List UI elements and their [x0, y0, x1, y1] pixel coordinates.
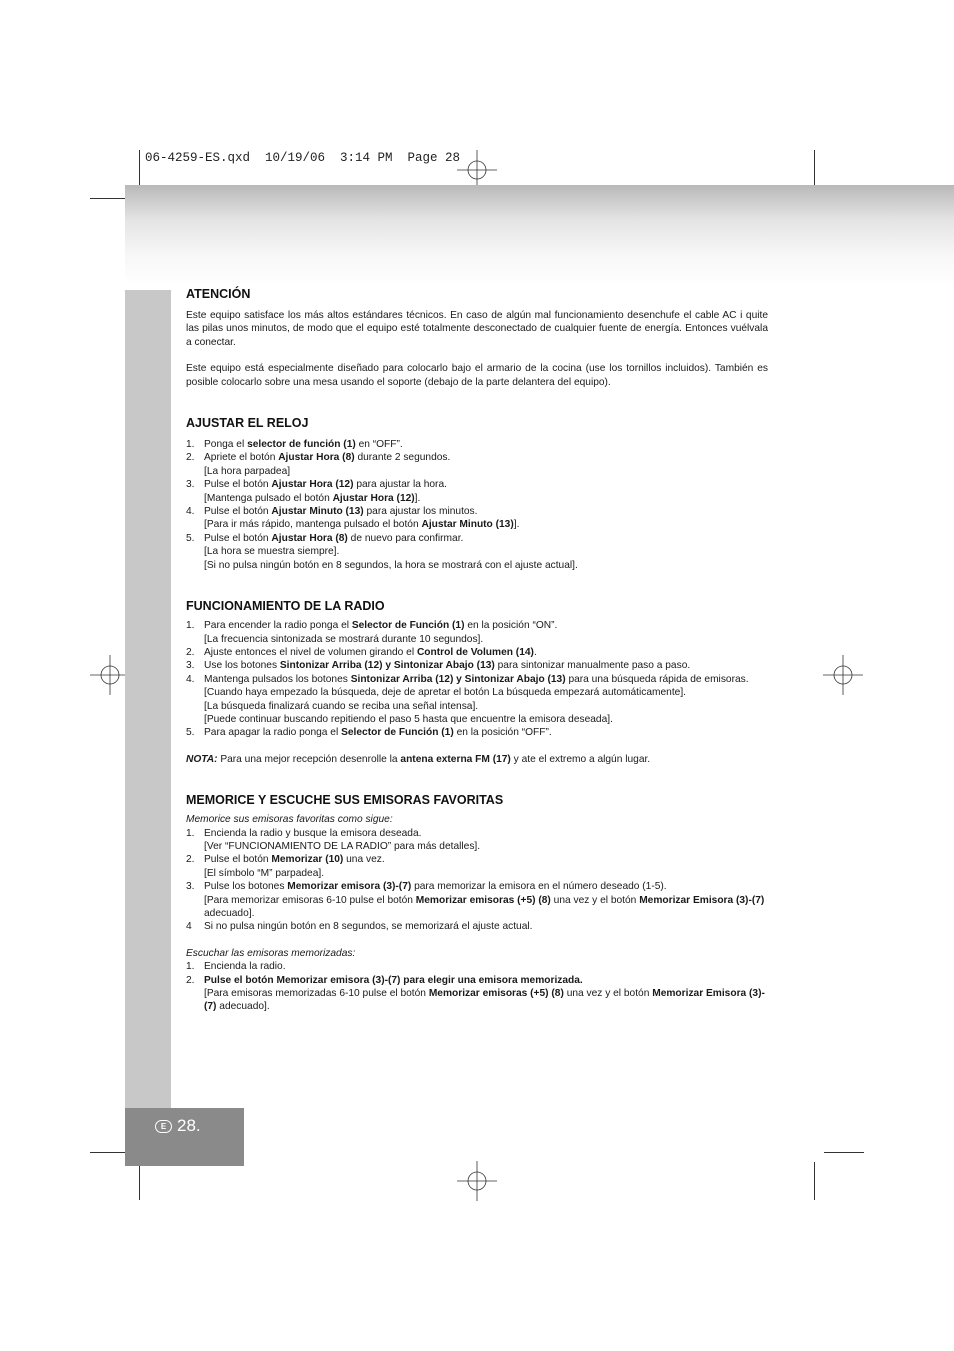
list-item: 4. Pulse el botón Ajustar Minuto (13) para ajustar los minutos. [Para ir más rápido, mantenga pulsado el botón Ajustar Minuto (13)].	[186, 506, 520, 531]
page-content	[186, 286, 768, 1014]
list-item: 2. Ajuste entonces el nivel de volumen girando el Control de Volumen (14).	[186, 646, 537, 658]
crop-mark	[814, 150, 815, 188]
list-item: 1. Ponga el selector de función (1) en “OFF”.	[186, 439, 403, 451]
paragraph: Este equipo satisface los más altos estándares técnicos. En caso de algún mal funcionamiento desenchufe el cable AC i quite las pilas unos minutos, de modo que el equipo esté totalmente desconectado de cualquier fuente de energía. Entonces vuélvala a conectar.	[186, 310, 768, 348]
list-item: 2. Pulse el botón Memorizar emisora (3)-(7) para elegir una emisora memorizada. [Para emisoras memorizadas 6-10 pulse el botón Memorizar emisoras (+5) (8) una vez y el botón Memorizar Emisora (3)-(7) adecuado].	[186, 974, 765, 1013]
section-title-atencion: ATENCIÓN	[186, 287, 251, 301]
registration-mark-top	[457, 150, 497, 190]
page-number: 28.	[177, 1116, 201, 1135]
section-title-memorice: MEMORICE Y ESCUCHE SUS EMISORAS FAVORITAS	[186, 793, 504, 808]
print-slug: 06-4259-ES.qxd 10/19/06 3:14 PM Page 28	[145, 151, 461, 165]
crop-mark	[90, 1152, 130, 1153]
paragraph: Este equipo está especialmente diseñado para colocarlo bajo el armario de la cocina (use los tornillos incluidos). También es posible colocarlo sobre una mesa usando el soporte (debajo de la parte delantera del equipo).	[186, 363, 768, 388]
radio-steps	[186, 619, 768, 740]
list-item: 2. Apriete el botón Ajustar Hora (8) durante 2 segundos. [La hora parpadea]	[186, 452, 451, 477]
list-item: 2. Pulse el botón Memorizar (10) una vez. [El símbolo “M” parpadea].	[186, 854, 385, 879]
list-item: 4. Mantenga pulsados los botones Sintonizar Arriba (12) y Sintonizar Abajo (13) para una búsqueda rápida de emisoras. [Cuando haya empezado la búsqueda, deje de apretar el botón La búsqueda empezará automáticamente]. [La búsqueda finalizará cuando se reciba una señal intensa]. [Puede continuar buscando repitiendo el paso 5 hasta que encuentre la emisora deseada].	[186, 673, 749, 725]
crop-mark	[139, 150, 140, 188]
section-title-reloj: AJUSTAR EL RELOJ	[186, 416, 309, 431]
crop-mark	[824, 1152, 864, 1153]
crop-mark	[139, 1162, 140, 1200]
list-item: 3. Pulse los botones Memorizar emisora (3)-(7) para memorizar la emisora en el número deseado (1-5). [Para memorizar emisoras 6-10 pulse el botón Memorizar emisoras (+5) (8) una vez y el botón Memorizar Emisora (3)-(7) adecuado].	[186, 881, 765, 919]
list-item: 5. Para apagar la radio ponga el Selector de Función (1) en la posición “OFF”.	[186, 727, 552, 739]
list-item: 1. Encienda la radio y busque la emisora deseada. [Ver “FUNCIONAMIENTO DE LA RADIO” para más detalles].	[186, 827, 481, 852]
listen-steps	[186, 960, 768, 1014]
page-number-block	[155, 1116, 201, 1136]
list-item: 1. Encienda la radio.	[186, 961, 286, 973]
crop-mark	[90, 198, 130, 199]
section-title-radio: FUNCIONAMIENTO DE LA RADIO	[186, 599, 385, 614]
intro-text: Escuchar las emisoras memorizadas:	[186, 947, 356, 959]
header-gradient-band	[125, 185, 954, 285]
registration-mark-bottom	[457, 1161, 497, 1201]
list-item: 4 Si no pulsa ningún botón en 8 segundos, se memorizará el ajuste actual.	[186, 921, 533, 933]
list-item: 3. Pulse el botón Ajustar Hora (12) para ajustar la hora. [Mantenga pulsado el botón Ajustar Hora (12)].	[186, 479, 447, 504]
list-item: 1. Para encender la radio ponga el Selector de Función (1) en la posición “ON”. [La frecuencia sintonizada se mostrará durante 10 segundos].	[186, 620, 558, 645]
list-item: 3. Use los botones Sintonizar Arriba (12) y Sintonizar Abajo (13) para sintonizar manualmente paso a paso.	[186, 660, 691, 672]
intro-text: Memorice sus emisoras favoritas como sigue:	[186, 814, 393, 826]
note: NOTA: Para una mejor recepción desenrolle la antena externa FM (17) y ate el extremo a algún lugar.	[186, 753, 651, 765]
crop-mark	[814, 1162, 815, 1200]
registration-mark-right	[823, 655, 863, 695]
reloj-steps	[186, 438, 768, 572]
list-item: 5. Pulse el botón Ajustar Hora (8) de nuevo para confirmar. [La hora se muestra siempre]. [Si no pulsa ningún botón en 8 segundos, la hora se mostrará con el ajuste actual].	[186, 532, 578, 571]
language-badge: E	[155, 1120, 172, 1133]
registration-mark-left	[90, 655, 130, 695]
memorice-steps	[186, 827, 768, 934]
side-margin-bar	[125, 290, 171, 1110]
